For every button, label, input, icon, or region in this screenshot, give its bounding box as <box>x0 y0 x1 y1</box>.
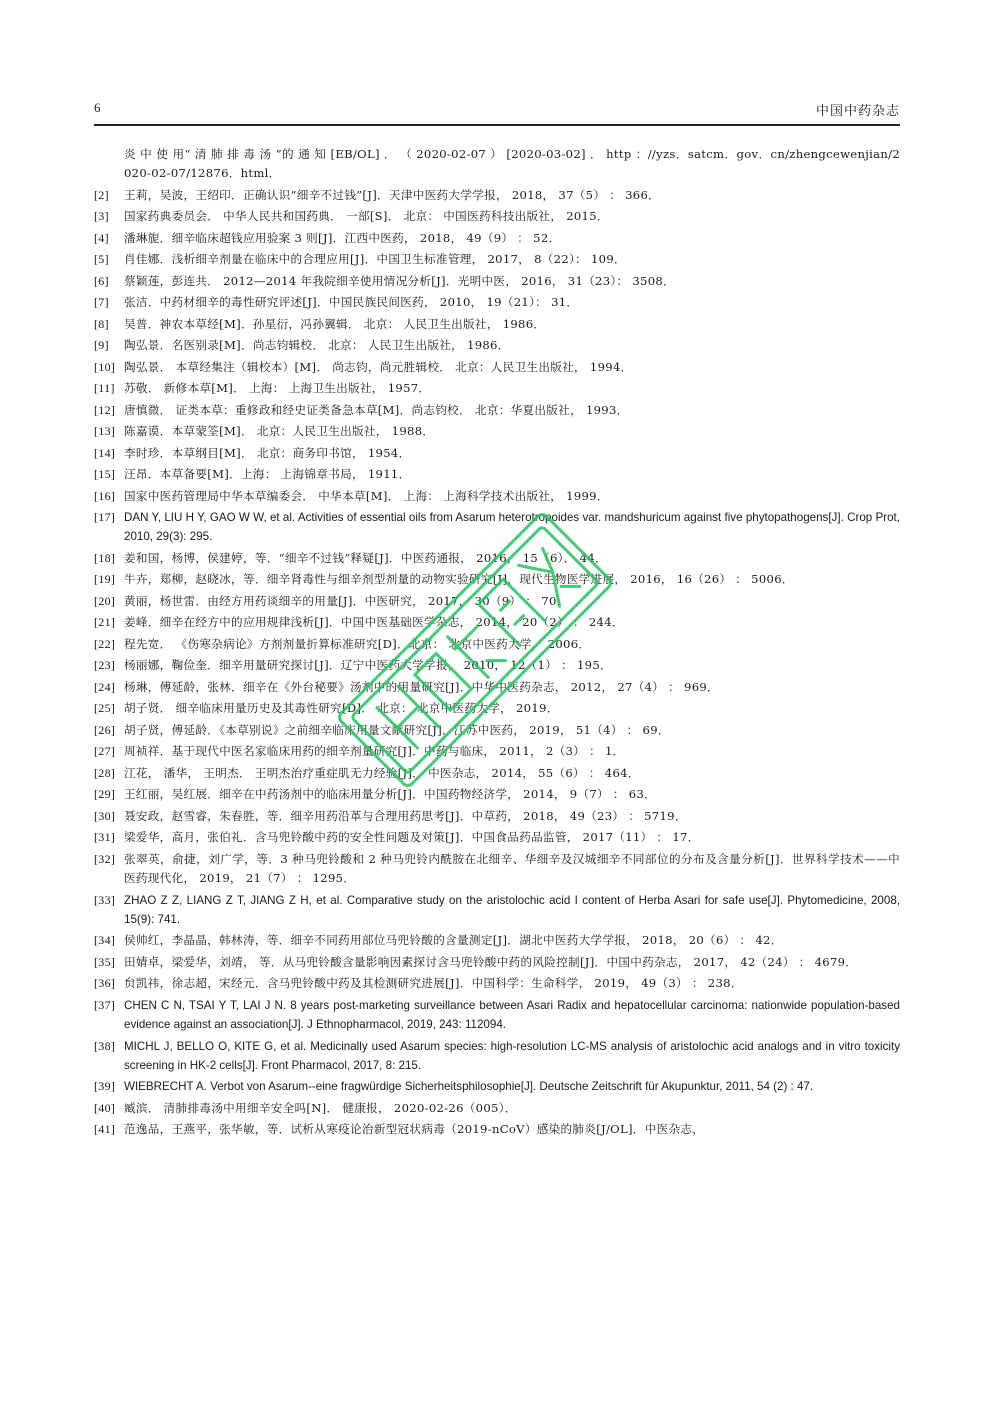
reference-text: 国家中医药管理局中华本草编委会． 中华本草[M]． 上海： 上海科学技术出版社， 1999． <box>124 488 609 503</box>
page-header <box>94 100 900 126</box>
reference-number: [8] <box>94 316 109 331</box>
reference-text: 李时珍．本草纲目[M]． 北京：商务印书馆， 1954． <box>124 445 411 460</box>
reference-text: DAN Y, LIU H Y, GAO W W, et al. Activities of essential oils from Asarum heterotropoides var. mandshuricum against five phytopathogens[J]. Crop Prot, 2010, 29(3): 295. <box>124 511 900 544</box>
reference-item <box>94 315 900 334</box>
reference-number: [10] <box>94 359 116 374</box>
reference-text: ZHAO Z Z, LIANG Z T, JIANG Z H, et al. Comparative study on the aristolochic acid I content of Herba Asari for safe use[J]. Phytomedicine, 2008, 15(9): 741. <box>124 893 900 926</box>
reference-item <box>94 358 900 377</box>
reference-text: WIEBRECHT A. Verbot von Asarum--eine fragwürdige Sicherheitsphilosophie[J]. Deutsche Zeitschrift für Akupunktur, 2011, 54 (2) : 47. <box>124 1080 814 1094</box>
reference-number: [18] <box>94 550 116 565</box>
reference-text: 杨丽娜，鞠俭奎．细辛用量研究探讨[J]．辽宁中医药大学学报， 2010， 12（1） ： 195． <box>124 658 612 673</box>
reference-item <box>94 931 900 950</box>
reference-number: [6] <box>94 273 109 288</box>
reference-number: [19] <box>94 572 116 587</box>
reference-item <box>94 336 900 355</box>
reference-number: [3] <box>94 209 109 224</box>
reference-number: [11] <box>94 381 115 396</box>
reference-item <box>94 465 900 484</box>
reference-number: [15] <box>94 467 116 482</box>
reference-number: [37] <box>94 997 116 1012</box>
reference-number: [12] <box>94 402 116 417</box>
reference-number: [24] <box>94 679 116 694</box>
reference-text: 张洁．中药材细辛的毒性研究评述[J]．中国民族民间医药， 2010， 19（21）： 31． <box>124 295 579 310</box>
reference-text: 蔡颖莲，彭连共． 2012—2014 年我院细辛使用情况分析[J]．光明中医， 2016， 31（23）： 3508． <box>124 273 675 288</box>
reference-number: [32] <box>94 851 116 866</box>
reference-item <box>94 186 900 205</box>
reference-number: [40] <box>94 1100 116 1115</box>
reference-item <box>94 487 900 506</box>
reference-item <box>94 401 900 420</box>
reference-number: [41] <box>94 1122 116 1137</box>
reference-number: [20] <box>94 593 116 608</box>
reference-text: 唐慎微． 证类本草：重修政和经史证类备急本草[M]．尚志钧校． 北京：华夏出版社， 1993． <box>124 402 629 417</box>
reference-item <box>94 570 900 589</box>
reference-item <box>94 444 900 463</box>
reference-number: [23] <box>94 658 116 673</box>
reference-number: [16] <box>94 488 116 503</box>
reference-text: 胡子贤，傅延龄．《本草别说》之前细辛临床用量文献研究[J]．江苏中医药， 2019， 51（4） ： 69． <box>124 722 670 737</box>
reference-number: [14] <box>94 445 116 460</box>
reference-text: 聂安政，赵雪睿，朱春胜，等．细辛用药沿革与合理用药思考[J]．中草药， 2018， 49（23） ： 5719． <box>124 808 687 823</box>
reference-item <box>94 1037 900 1075</box>
reference-item <box>94 229 900 248</box>
reference-number: [25] <box>94 701 116 716</box>
reference-number: [35] <box>94 954 116 969</box>
reference-text: 范逸品，王燕平，张华敏，等．试析从寒疫论治新型冠状病毒（2019-nCoV）感染的肺炎[J/OL]．中医杂志， <box>124 1122 705 1137</box>
reference-number: [30] <box>94 808 116 823</box>
reference-text: 周祯祥．基于现代中医名家临床用药的细辛剂量研究[J]．中药与临床， 2011， 2（3） ： 1． <box>124 744 625 759</box>
reference-text: 陶弘景．名医别录[M]．尚志钧辑校． 北京： 人民卫生出版社， 1986． <box>124 338 510 353</box>
reference-number: [4] <box>94 230 109 245</box>
reference-text: 黄丽，杨世雷．由经方用药谈细辛的用量[J]．中医研究， 2017， 30（9） ： 70． <box>124 593 569 608</box>
reference-text: 王莉，吴波，王绍印．正确认识“细辛不过钱”[J]．天津中医药大学学报， 2018， 37（5） ： 366． <box>124 187 661 202</box>
reference-number: [9] <box>94 338 109 353</box>
reference-item <box>94 656 900 675</box>
reference-number: [7] <box>94 295 109 310</box>
reference-item <box>94 145 900 183</box>
reference-text: 吴普．神农本草经[M]．孙星衍，冯孙翼辑． 北京： 人民卫生出版社， 1986． <box>124 316 546 331</box>
reference-number: [39] <box>94 1079 116 1094</box>
reference-number: [5] <box>94 252 109 267</box>
reference-number: [31] <box>94 830 116 845</box>
reference-number: [13] <box>94 424 116 439</box>
reference-item <box>94 807 900 826</box>
reference-text: 臧滨． 清肺排毒汤中用细辛安全吗[N]． 健康报， 2020-02-26（005）． <box>124 1100 517 1115</box>
reference-item <box>94 721 900 740</box>
reference-item <box>94 785 900 804</box>
reference-text: 汪昂．本草备要[M]．上海： 上海锦章书局， 1911． <box>124 467 411 482</box>
reference-item <box>94 1077 900 1096</box>
reference-number: [17] <box>94 510 116 525</box>
reference-number: [27] <box>94 744 116 759</box>
reference-item <box>94 592 900 611</box>
reference-text: 姜峰．细辛在经方中的应用规律浅析[J]．中国中医基础医学杂志， 2014， 20（2） ： 244． <box>124 615 624 630</box>
reference-text: 侯帅红，李晶晶，韩林涛，等．细辛不同药用部位马兜铃酸的含量测定[J]．湖北中医药大学学报， 2018， 20（6） ： 42． <box>124 933 783 948</box>
reference-number: [22] <box>94 636 116 651</box>
reference-text: 王红丽，吴红展．细辛在中药汤剂中的临床用量分析[J]．中国药物经济学， 2014， 9（7） ： 63． <box>124 787 657 802</box>
reference-text: 胡子贤． 细辛临床用量历史及其毒性研究[D]． 北京： 北京中医药大学， 2019． <box>124 701 559 716</box>
reference-number: [21] <box>94 615 116 630</box>
reference-item <box>94 549 900 568</box>
reference-text: 潘琳旎．细辛临床超钱应用验案 3 则[J]．江西中医药， 2018， 49（9） ： 52． <box>124 230 561 245</box>
reference-item <box>94 678 900 697</box>
journal-name: 中国中药杂志 <box>815 104 900 119</box>
reference-text: 苏敬． 新修本草[M]． 上海： 上海卫生出版社， 1957． <box>124 381 431 396</box>
reference-number: [2] <box>94 187 109 202</box>
page-number: 6 <box>94 100 101 115</box>
reference-text: 田婧卓，梁爱华，刘靖， 等．从马兜铃酸含量影响因素探讨含马兜铃酸中药的风险控制[J]．中国中药杂志， 2017， 42（24） ： 4679． <box>124 954 858 969</box>
reference-item <box>94 1120 900 1139</box>
reference-item <box>94 742 900 761</box>
reference-item <box>94 699 900 718</box>
reference-number: [36] <box>94 976 116 991</box>
reference-text: 陶弘景． 本草经集注（辑校本）[M]． 尚志钧，尚元胜辑校． 北京：人民卫生出版社， 1994． <box>124 359 633 374</box>
reference-text: 肖佳娜．浅析细辛剂量在临床中的合理应用[J]．中国卫生标准管理， 2017， 8（22）： 109． <box>124 252 626 267</box>
reference-item <box>94 764 900 783</box>
reference-text: 姜和国，杨博，侯建婷，等．“细辛不过钱”释疑[J]．中医药通报， 2016， 15（6）． 44． <box>124 550 607 565</box>
reference-item <box>94 974 900 993</box>
reference-item <box>94 613 900 632</box>
reference-item <box>94 422 900 441</box>
reference-item <box>94 635 900 654</box>
reference-text: 杨琳，傅延龄，张林．细辛在《外台秘要》汤剂中的用量研究[J]．中华中医药杂志， 2012， 27（4） ： 969． <box>124 679 719 694</box>
reference-item <box>94 293 900 312</box>
reference-item <box>94 850 900 888</box>
reference-text: 程先宽． 《伤寒杂病论》方剂剂量折算标准研究[D]．北京： 北京中医药大学， 2006． <box>124 636 591 651</box>
reference-text: 江花， 潘华， 王明杰． 王明杰治疗重症肌无力经验[J]． 中医杂志， 2014， 55（6） ： 464． <box>124 765 640 780</box>
reference-item <box>94 1099 900 1118</box>
reference-item <box>94 996 900 1034</box>
reference-number: [28] <box>94 765 116 780</box>
reference-item <box>94 250 900 269</box>
reference-text: 国家药典委员会． 中华人民共和国药典． 一部[S]． 北京： 中国医药科技出版社， 2015． <box>124 209 609 224</box>
reference-text: 梁爱华，高月，张伯礼．含马兜铃酸中药的安全性问题及对策[J]．中国食品药品监管， 2017（11） ： 17． <box>124 830 700 845</box>
reference-item <box>94 207 900 226</box>
reference-text: CHEN C N, TSAI Y T, LAI J N. 8 years post-marketing surveillance between Asari Radix and hepatocellular carcinoma: nationwide population-based evidence against an association[J]. J Ethnopharmacol, 2019, 243: 112094. <box>124 998 900 1032</box>
reference-text: MICHL J, BELLO O, KITE G, et al. Medicinally used Asarum species: high-resolution LC-MS analysis of aristolochic acid analogs and in vitro toxicity screening in HK-2 cells[J]. Front Pharmacol, 2017, 8: 215. <box>124 1039 900 1072</box>
reference-item <box>94 379 900 398</box>
reference-item <box>94 891 900 929</box>
reference-text: 张翠英，俞捷，刘广学，等．3 种马兜铃酸和 2 种马兜铃内酰胺在北细辛、华细辛及汉城细辛不同部位的分布及含量分析[J]．世界科学技术——中医药现代化， 2019， 21（7） ： 1295． <box>124 851 900 886</box>
reference-text: 炎 中 使 用“ 清 肺 排 毒 汤 ”的 通 知 [EB/OL] ． （ 2020-02-07 ） [2020-03-02] ． http ：//yzs．satcm．gov．cn/zhengcewenjian/2020-02-07/12876．html． <box>124 147 900 181</box>
reference-number: [29] <box>94 787 116 802</box>
reference-item <box>94 272 900 291</box>
reference-number: [26] <box>94 722 116 737</box>
reference-text: 贠凯祎，徐志超，宋经元．含马兜铃酸中药及其检测研究进展[J]．中国科学：生命科学， 2019， 49（3） ： 238． <box>124 976 743 991</box>
reference-item <box>94 953 900 972</box>
reference-list <box>94 145 900 1142</box>
reference-text: 牛卉，郑柳，赵晓冰，等．细辛肾毒性与细辛剂型剂量的动物实验研究[J]．现代生物医学进展， 2016， 16（26） ： 5006． <box>124 572 794 587</box>
reference-item <box>94 828 900 847</box>
reference-number: [33] <box>94 892 116 907</box>
reference-number: [34] <box>94 933 116 948</box>
reference-text: 陈嘉谟．本草蒙筌[M]． 北京：人民卫生出版社， 1988． <box>124 424 435 439</box>
reference-number: [38] <box>94 1038 116 1053</box>
reference-item <box>94 508 900 546</box>
